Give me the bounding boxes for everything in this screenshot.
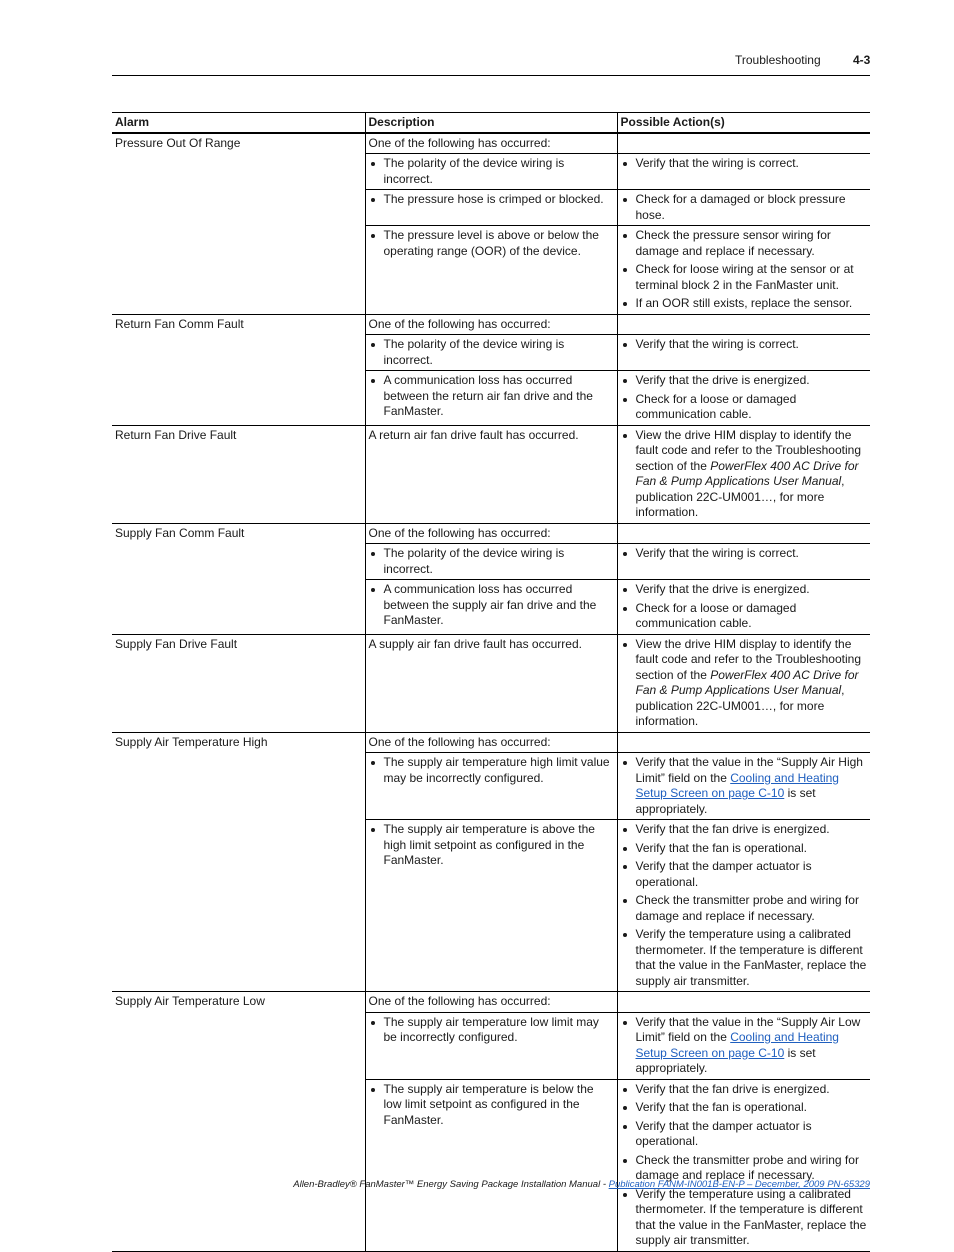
list-item: The supply air temperature low limit may be incorrectly configured. [369, 1015, 614, 1046]
action-text: View the drive HIM display to identify the fault code and refer to the Troubleshooting section of the [635, 636, 861, 682]
action-empty [617, 732, 870, 753]
list-item: The pressure level is above or below the operating range (OOR) of the device. [369, 228, 614, 259]
column-header-description: Description [365, 113, 617, 133]
table-row [112, 732, 870, 753]
list-item: The polarity of the device wiring is incorrect. [369, 156, 614, 187]
table-header-row [112, 113, 870, 133]
list-item: The supply air temperature is above the high limit setpoint as configured in the FanMaster. [369, 822, 614, 869]
action-text: View the drive HIM display to identify the fault code and refer to the Troubleshooting section of the [635, 427, 861, 473]
page-number: 4-3 [853, 53, 871, 67]
alarm-name: Supply Air Temperature High [112, 732, 365, 992]
list-item: Verify that the drive is energized. [621, 582, 868, 598]
list-item: Check the transmitter probe and wiring for damage and replace if necessary. [621, 1153, 868, 1184]
list-item: Verify the temperature using a calibrated thermometer. If the temperature is different that the value in the FanMaster, replace the supply air transmitter. [621, 927, 868, 989]
list-item: Verify that the damper actuator is operational. [621, 859, 868, 890]
list-item [621, 637, 868, 730]
list-item: Check the transmitter probe and wiring for damage and replace if necessary. [621, 893, 868, 924]
column-header-alarm: Alarm [112, 113, 365, 133]
list-item: Verify that the fan is operational. [621, 1100, 868, 1116]
description-lead: One of the following has occurred: [365, 133, 617, 154]
description-lead: One of the following has occurred: [365, 992, 617, 1013]
list-item: Verify that the wiring is correct. [621, 156, 868, 172]
list-item: The polarity of the device wiring is incorrect. [369, 337, 614, 368]
alarm-name: Supply Fan Comm Fault [112, 523, 365, 634]
page-footer [293, 1179, 870, 1190]
list-item: Verify that the fan is operational. [621, 841, 868, 857]
publication-link[interactable]: Publication FANM-IN001B-EN-P – December, 2009 PN-65329 [608, 1179, 870, 1190]
alarm-name: Supply Fan Drive Fault [112, 634, 365, 732]
list-item: Check for a loose or damaged communication cable. [621, 601, 868, 632]
list-item: Check for loose wiring at the sensor or at terminal block 2 in the FanMaster unit. [621, 262, 868, 293]
action-text: , publication 22C-UM001…, for more information. [635, 474, 845, 519]
table-row [112, 314, 870, 335]
table-row [112, 425, 870, 523]
alarm-name: Pressure Out Of Range [112, 133, 365, 315]
running-header-section: Troubleshooting [735, 53, 821, 67]
list-item: The supply air temperature is below the low limit setpoint as configured in the FanMaster. [369, 1082, 614, 1129]
list-item: The polarity of the device wiring is incorrect. [369, 546, 614, 577]
table-row [112, 133, 870, 154]
list-item: If an OOR still exists, replace the sensor. [621, 296, 868, 312]
list-item: Verify that the drive is energized. [621, 373, 868, 389]
list-item: Verify that the wiring is correct. [621, 546, 868, 562]
action-empty [617, 314, 870, 335]
list-item: Verify that the fan drive is energized. [621, 822, 868, 838]
action-text: is set appropriately. [635, 1045, 816, 1075]
manual-title: PowerFlex 400 AC Drive for Fan & Pump Applications User Manual [635, 667, 859, 697]
footer-text: Allen-Bradley® FanMaster™ Energy Saving Package Installation Manual - [293, 1179, 609, 1190]
column-header-actions: Possible Action(s) [617, 113, 870, 133]
list-item [621, 755, 868, 817]
list-item: Verify that the fan drive is energized. [621, 1082, 868, 1098]
description-lead: One of the following has occurred: [365, 732, 617, 753]
header-rule [112, 75, 870, 76]
action-empty [617, 523, 870, 544]
action-empty [617, 133, 870, 154]
list-item: Check for a damaged or block pressure hose. [621, 192, 868, 223]
alarm-name: Supply Air Temperature Low [112, 992, 365, 1252]
description-text: A return air fan drive fault has occurred. [365, 425, 617, 523]
list-item: The supply air temperature high limit value may be incorrectly configured. [369, 755, 614, 786]
table-row [112, 634, 870, 732]
list-item: A communication loss has occurred between the supply air fan drive and the FanMaster. [369, 582, 614, 629]
manual-title: PowerFlex 400 AC Drive for Fan & Pump Applications User Manual [635, 458, 859, 488]
action-empty [617, 992, 870, 1013]
table-row [112, 992, 870, 1013]
list-item: A communication loss has occurred between the return air fan drive and the FanMaster. [369, 373, 614, 420]
description-lead: One of the following has occurred: [365, 523, 617, 544]
cooling-heating-setup-link[interactable]: Cooling and Heating Setup Screen on page C-10 [635, 1030, 839, 1060]
list-item: Check for a loose or damaged communication cable. [621, 392, 868, 423]
list-item: Verify that the wiring is correct. [621, 337, 868, 353]
list-item [621, 1015, 868, 1077]
list-item: The pressure hose is crimped or blocked. [369, 192, 614, 208]
list-item: Verify that the damper actuator is operational. [621, 1119, 868, 1150]
description-lead: One of the following has occurred: [365, 314, 617, 335]
alarm-name: Return Fan Drive Fault [112, 425, 365, 523]
alarm-name: Return Fan Comm Fault [112, 314, 365, 425]
action-text: , publication 22C-UM001…, for more information. [635, 683, 845, 728]
list-item: Verify the temperature using a calibrated thermometer. If the temperature is different that the value in the FanMaster, replace the supply air transmitter. [621, 1187, 868, 1249]
alarm-table [112, 112, 870, 1252]
action-text: is set appropriately. [635, 786, 816, 816]
cooling-heating-setup-link[interactable]: Cooling and Heating Setup Screen on page C-10 [635, 770, 839, 800]
description-text: A supply air fan drive fault has occurred. [365, 634, 617, 732]
action-text: Verify that the value in the “Supply Air Low Limit” field on the [635, 1014, 861, 1044]
action-text: Verify that the value in the “Supply Air High Limit” field on the [635, 755, 863, 785]
table-row [112, 523, 870, 544]
list-item: Check the pressure sensor wiring for damage and replace if necessary. [621, 228, 868, 259]
list-item [621, 428, 868, 521]
